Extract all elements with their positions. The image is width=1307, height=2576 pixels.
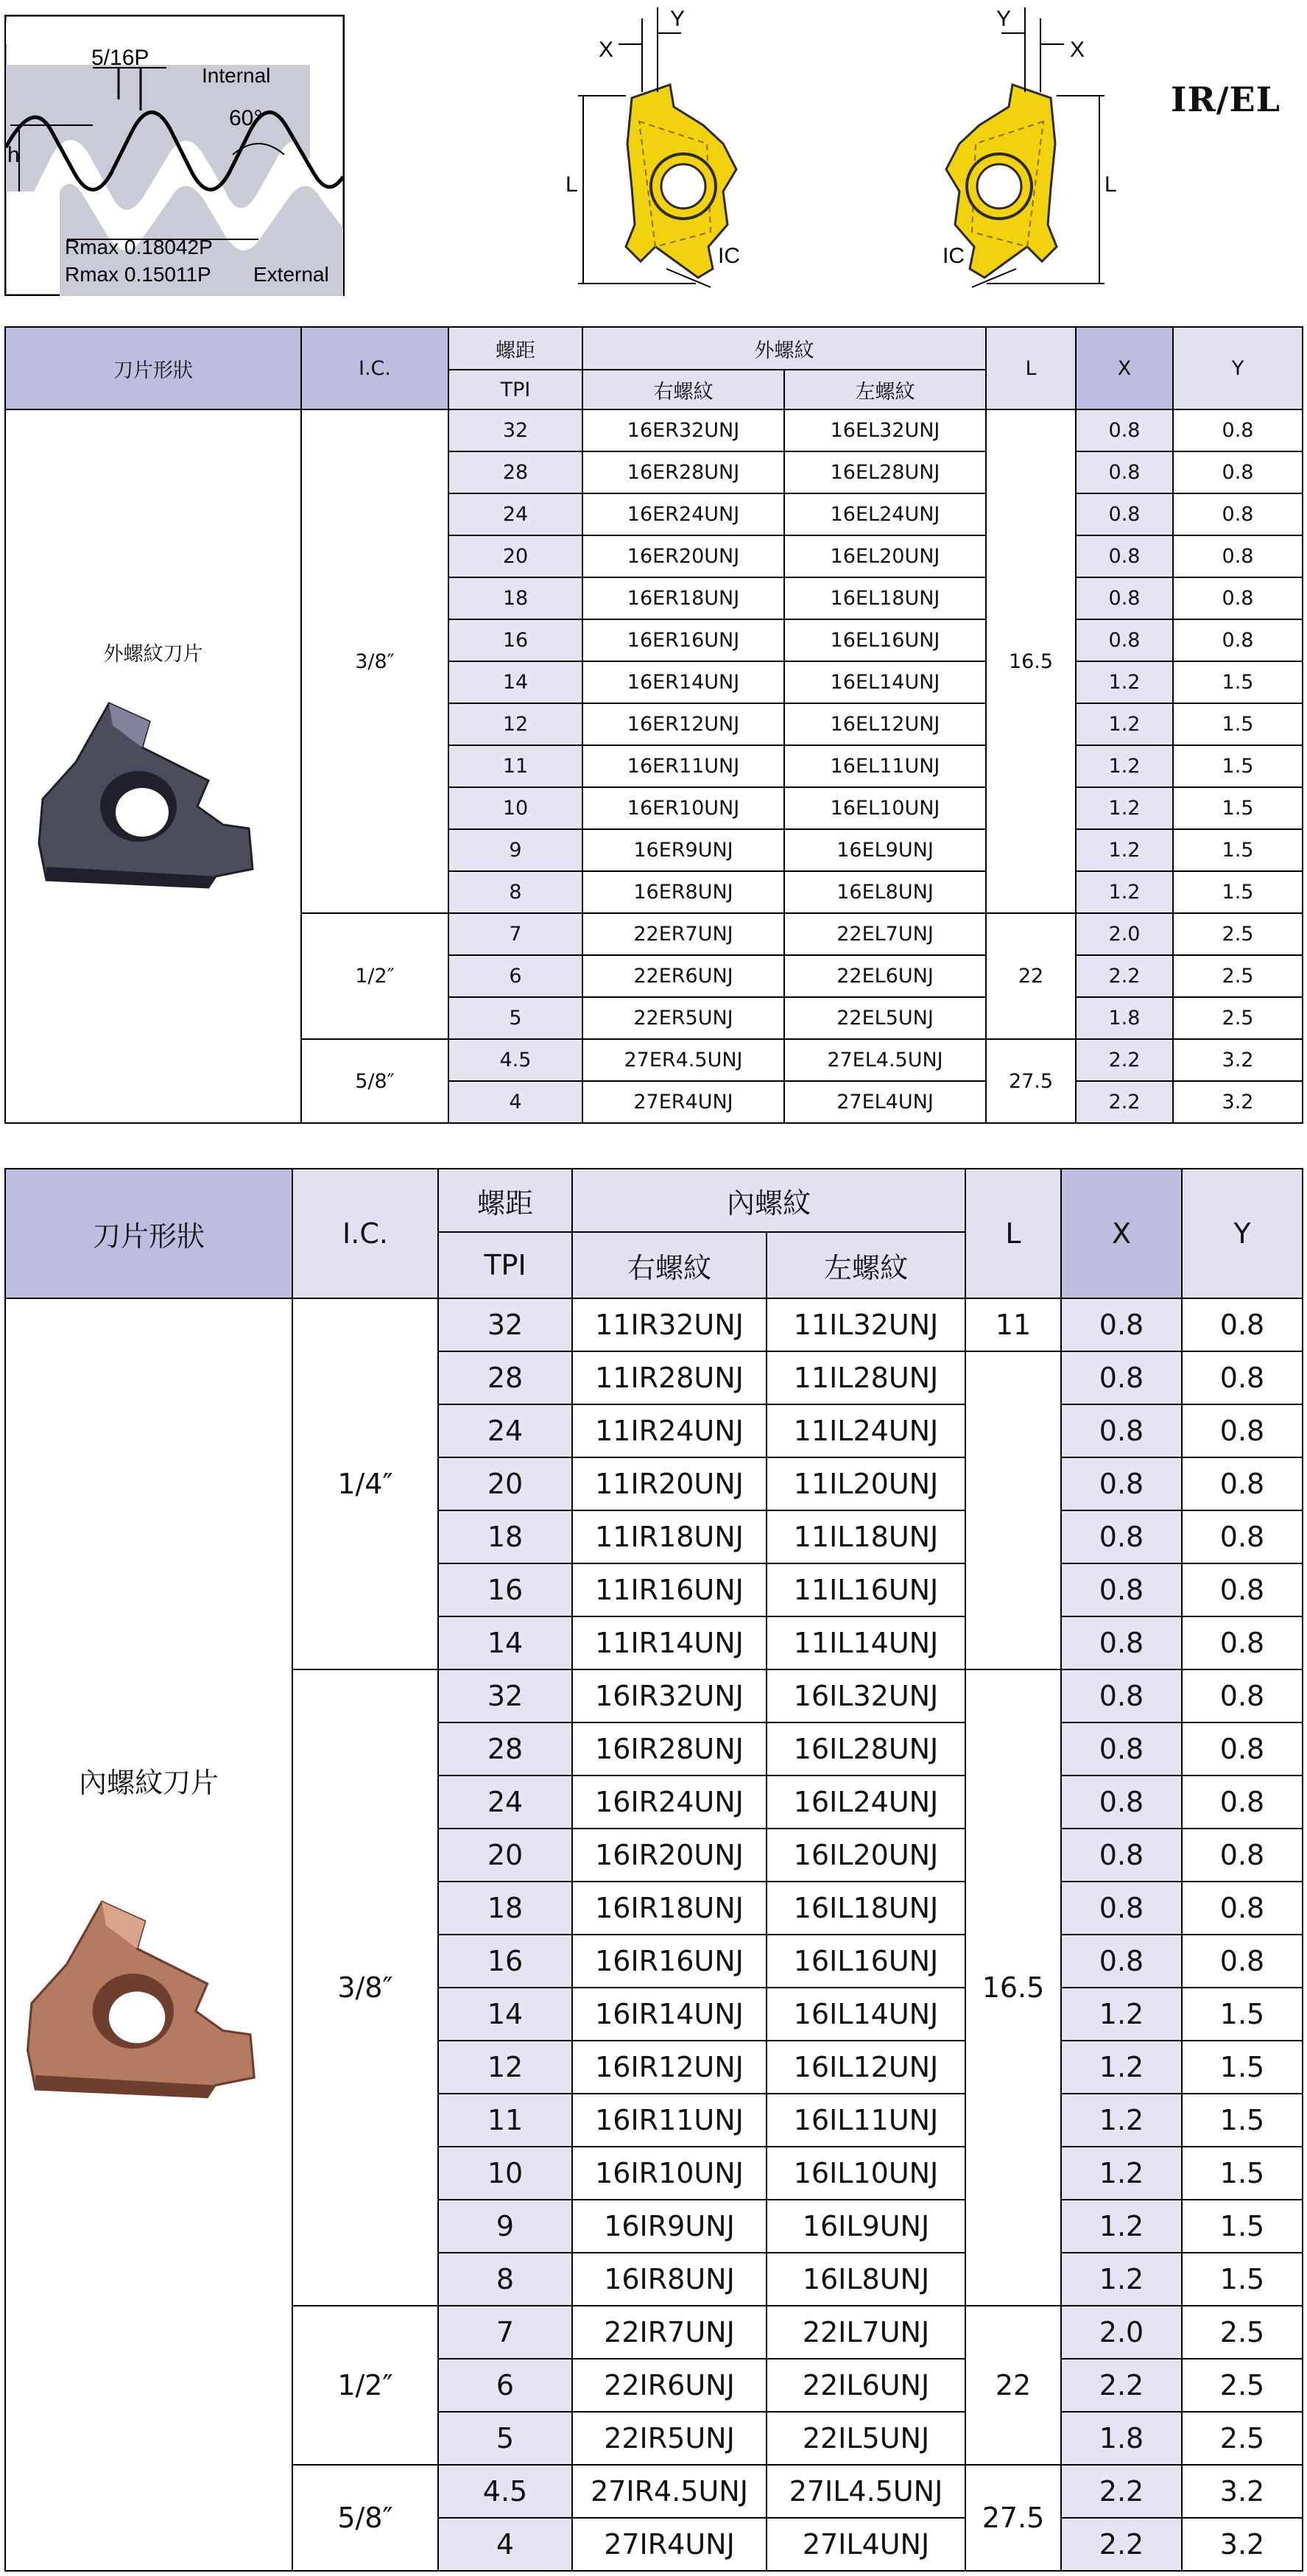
header-left-thread: 左螺紋	[784, 370, 986, 409]
insert-shape-label: 內螺紋刀片	[78, 1766, 219, 1799]
left-thread-code: 16IL14UNJ	[767, 1988, 965, 2041]
left-thread-code: 11IL32UNJ	[767, 1298, 965, 1351]
tpi-cell: 14	[438, 1616, 572, 1669]
left-thread-code: 16EL8UNJ	[784, 871, 986, 913]
left-thread-code: 16EL18UNJ	[784, 577, 986, 619]
left-thread-code: 16IL9UNJ	[767, 2200, 965, 2253]
x-cell: 1.8	[1076, 997, 1173, 1039]
left-thread-code: 16IL10UNJ	[767, 2147, 965, 2200]
tpi-cell: 8	[438, 2253, 572, 2306]
tpi-cell: 5	[448, 997, 582, 1039]
tpi-cell: 16	[448, 619, 582, 661]
x-cell: 2.0	[1076, 913, 1173, 955]
x-cell: 0.8	[1076, 493, 1173, 535]
tpi-cell: 12	[438, 2041, 572, 2094]
header-x: X	[1076, 327, 1173, 409]
x-cell: 2.2	[1061, 2465, 1182, 2518]
l-cell: 16.5	[965, 1669, 1061, 2306]
x-cell: 0.8	[1061, 1616, 1182, 1669]
left-thread-code: 16IL16UNJ	[767, 1935, 965, 1988]
dim-ic-label-left: IC	[943, 244, 965, 268]
x-cell: 1.8	[1061, 2412, 1182, 2465]
left-thread-code: 22IL7UNJ	[767, 2306, 965, 2359]
x-cell: 0.8	[1076, 619, 1173, 661]
right-thread-code: 22IR5UNJ	[572, 2412, 767, 2465]
dim-ic-label: IC	[718, 244, 740, 268]
x-cell: 1.2	[1076, 787, 1173, 829]
right-thread-code: 16ER16UNJ	[582, 619, 784, 661]
insert-shape-cell	[5, 409, 301, 1123]
internal-thread-table	[4, 1168, 1303, 2572]
tpi-cell: 12	[448, 703, 582, 745]
y-cell: 0.8	[1182, 1457, 1303, 1510]
left-thread-code: 16IL28UNJ	[767, 1722, 965, 1776]
tpi-cell: 20	[438, 1457, 572, 1510]
header-shape: 刀片形狀	[5, 327, 301, 409]
tpi-cell: 14	[438, 1988, 572, 2041]
y-cell: 0.8	[1182, 1669, 1303, 1722]
left-thread-code: 16IL12UNJ	[767, 2041, 965, 2094]
header-shape: 刀片形狀	[5, 1169, 292, 1298]
tpi-cell: 4	[448, 1081, 582, 1123]
tpi-cell: 6	[448, 955, 582, 997]
left-thread-code: 27EL4.5UNJ	[784, 1039, 986, 1081]
header-pitch: 螺距	[438, 1169, 572, 1232]
x-cell: 1.2	[1061, 2147, 1182, 2200]
tpi-cell: 18	[438, 1882, 572, 1935]
ic-cell: 1/4″	[292, 1298, 438, 1669]
x-cell: 1.2	[1061, 2094, 1182, 2147]
l-cell: 22	[965, 2306, 1061, 2465]
header-right-thread: 右螺紋	[572, 1232, 767, 1298]
y-cell: 3.2	[1173, 1039, 1303, 1081]
external-thread-table	[4, 326, 1303, 1124]
left-thread-code: 11IL16UNJ	[767, 1563, 965, 1616]
internal-insert-photo	[20, 1889, 278, 2110]
x-cell: 0.8	[1061, 1298, 1182, 1351]
x-cell: 1.2	[1061, 1988, 1182, 2041]
y-cell: 2.5	[1182, 2359, 1303, 2412]
ic-cell: 3/8″	[301, 409, 448, 913]
dim-y-label: Y	[670, 7, 686, 31]
left-thread-code: 22IL5UNJ	[767, 2412, 965, 2465]
l-cell: 22	[986, 913, 1076, 1039]
y-cell: 1.5	[1182, 2253, 1303, 2306]
tpi-cell: 8	[448, 871, 582, 913]
tpi-cell: 20	[448, 535, 582, 577]
right-thread-code: 27ER4UNJ	[582, 1081, 784, 1123]
right-thread-code: 16IR14UNJ	[572, 1988, 767, 2041]
x-cell: 2.2	[1061, 2518, 1182, 2571]
y-cell: 1.5	[1173, 703, 1303, 745]
left-thread-code: 22EL6UNJ	[784, 955, 986, 997]
header-ic: I.C.	[292, 1169, 438, 1298]
x-cell: 2.2	[1061, 2359, 1182, 2412]
y-cell: 1.5	[1182, 2147, 1303, 2200]
y-cell: 0.8	[1182, 1298, 1303, 1351]
y-cell: 1.5	[1173, 745, 1303, 787]
header-y: Y	[1182, 1169, 1303, 1298]
x-cell: 0.8	[1061, 1776, 1182, 1829]
left-thread-code: 16EL24UNJ	[784, 493, 986, 535]
right-thread-code: 16IR12UNJ	[572, 2041, 767, 2094]
left-thread-code: 16EL20UNJ	[784, 535, 986, 577]
right-thread-code: 16ER14UNJ	[582, 661, 784, 703]
right-thread-code: 16ER12UNJ	[582, 703, 784, 745]
header-left-thread: 左螺紋	[767, 1232, 965, 1298]
y-cell: 0.8	[1182, 1510, 1303, 1563]
left-thread-code: 16EL10UNJ	[784, 787, 986, 829]
angle-label: 60°	[229, 106, 263, 130]
left-thread-code: 16IL20UNJ	[767, 1829, 965, 1882]
left-thread-code: 22EL7UNJ	[784, 913, 986, 955]
pitch-label: 5/16P	[91, 46, 149, 70]
x-cell: 1.2	[1061, 2253, 1182, 2306]
right-thread-code: 16IR16UNJ	[572, 1935, 767, 1988]
right-thread-code: 16IR8UNJ	[572, 2253, 767, 2306]
internal-label: Internal	[202, 64, 271, 87]
y-cell: 2.5	[1182, 2306, 1303, 2359]
x-cell: 2.2	[1076, 1081, 1173, 1123]
left-thread-code: 16IL32UNJ	[767, 1669, 965, 1722]
table-row	[5, 1298, 1303, 1351]
x-cell: 0.8	[1061, 1722, 1182, 1776]
x-cell: 2.2	[1076, 955, 1173, 997]
tpi-cell: 16	[438, 1935, 572, 1988]
left-thread-code: 27IL4.5UNJ	[767, 2465, 965, 2518]
x-cell: 0.8	[1076, 535, 1173, 577]
right-thread-code: 22IR6UNJ	[572, 2359, 767, 2412]
l-cell: 27.5	[965, 2465, 1061, 2571]
right-thread-code: 16ER11UNJ	[582, 745, 784, 787]
y-cell: 1.5	[1173, 829, 1303, 871]
right-thread-code: 16IR28UNJ	[572, 1722, 767, 1776]
right-thread-code: 11IR28UNJ	[572, 1351, 767, 1404]
l-cell	[965, 1351, 1061, 1669]
left-thread-code: 16EL9UNJ	[784, 829, 986, 871]
right-thread-code: 16ER32UNJ	[582, 409, 784, 451]
x-cell: 0.8	[1061, 1563, 1182, 1616]
x-cell: 0.8	[1061, 1882, 1182, 1935]
dim-l-label: L	[566, 172, 578, 197]
tpi-cell: 9	[448, 829, 582, 871]
right-thread-code: 16ER9UNJ	[582, 829, 784, 871]
y-cell: 0.8	[1182, 1563, 1303, 1616]
right-thread-code: 22IR7UNJ	[572, 2306, 767, 2359]
tpi-cell: 7	[448, 913, 582, 955]
y-cell: 1.5	[1182, 2094, 1303, 2147]
y-cell: 1.5	[1173, 787, 1303, 829]
tpi-cell: 32	[448, 409, 582, 451]
dim-x-label-left: X	[1070, 38, 1085, 62]
right-thread-code: 16ER10UNJ	[582, 787, 784, 829]
tpi-cell: 32	[438, 1298, 572, 1351]
left-thread-code: 11IL24UNJ	[767, 1404, 965, 1457]
left-thread-code: 11IL28UNJ	[767, 1351, 965, 1404]
rmax-internal-label: Rmax 0.18042P	[65, 236, 213, 258]
y-cell: 3.2	[1182, 2465, 1303, 2518]
left-thread-code: 11IL20UNJ	[767, 1457, 965, 1510]
left-thread-code: 11IL14UNJ	[767, 1616, 965, 1669]
x-cell: 1.2	[1076, 871, 1173, 913]
x-cell: 0.8	[1076, 451, 1173, 493]
tpi-cell: 4.5	[448, 1039, 582, 1081]
header-ic: I.C.	[301, 327, 448, 409]
left-thread-code: 27IL4UNJ	[767, 2518, 965, 2571]
y-cell: 0.8	[1182, 1722, 1303, 1776]
header-tpi: TPI	[438, 1232, 572, 1298]
dim-l-label-left: L	[1105, 172, 1117, 197]
y-cell: 3.2	[1182, 2518, 1303, 2571]
tpi-cell: 28	[448, 451, 582, 493]
left-thread-code: 16EL28UNJ	[784, 451, 986, 493]
tpi-cell: 4.5	[438, 2465, 572, 2518]
right-thread-code: 27IR4.5UNJ	[572, 2465, 767, 2518]
right-thread-code: 16IR24UNJ	[572, 1776, 767, 1829]
tpi-cell: 28	[438, 1722, 572, 1776]
tpi-cell: 14	[448, 661, 582, 703]
right-thread-code: 16ER8UNJ	[582, 871, 784, 913]
tpi-cell: 28	[438, 1351, 572, 1404]
tpi-cell: 10	[448, 787, 582, 829]
x-cell: 2.0	[1061, 2306, 1182, 2359]
thread-profile-diagram	[4, 15, 345, 296]
tpi-cell: 20	[438, 1829, 572, 1882]
tpi-cell: 10	[438, 2147, 572, 2200]
y-cell: 2.5	[1173, 955, 1303, 997]
insert-shape-cell	[5, 1298, 292, 2571]
tpi-cell: 24	[448, 493, 582, 535]
tpi-cell: 24	[438, 1404, 572, 1457]
x-cell: 0.8	[1061, 1669, 1182, 1722]
header-l: L	[965, 1169, 1061, 1298]
y-cell: 2.5	[1173, 997, 1303, 1039]
tpi-cell: 32	[438, 1669, 572, 1722]
x-cell: 1.2	[1076, 661, 1173, 703]
header-tpi: TPI	[448, 370, 582, 409]
dim-x-label: X	[599, 38, 614, 62]
x-cell: 1.2	[1076, 745, 1173, 787]
y-cell: 0.8	[1173, 619, 1303, 661]
tpi-cell: 16	[438, 1563, 572, 1616]
left-thread-code: 16EL12UNJ	[784, 703, 986, 745]
ic-cell: 5/8″	[292, 2465, 438, 2571]
x-cell: 0.8	[1061, 1935, 1182, 1988]
header-pitch: 螺距	[448, 327, 582, 370]
right-thread-code: 11IR20UNJ	[572, 1457, 767, 1510]
y-cell: 1.5	[1173, 871, 1303, 913]
left-thread-code: 16IL8UNJ	[767, 2253, 965, 2306]
header-thread: 外螺紋	[582, 327, 986, 370]
header-l: L	[986, 327, 1076, 409]
tpi-cell: 6	[438, 2359, 572, 2412]
x-cell: 1.2	[1061, 2200, 1182, 2253]
right-thread-code: 22ER5UNJ	[582, 997, 784, 1039]
l-cell: 27.5	[986, 1039, 1076, 1123]
tpi-cell: 4	[438, 2518, 572, 2571]
l-cell: 16.5	[986, 409, 1076, 913]
x-cell: 0.8	[1061, 1404, 1182, 1457]
y-cell: 1.5	[1182, 2041, 1303, 2094]
header-thread: 內螺紋	[572, 1169, 965, 1232]
right-thread-code: 16ER18UNJ	[582, 577, 784, 619]
left-thread-code: 16IL18UNJ	[767, 1882, 965, 1935]
right-thread-code: 11IR14UNJ	[572, 1616, 767, 1669]
y-cell: 1.5	[1182, 2200, 1303, 2253]
ic-cell: 3/8″	[292, 1669, 438, 2306]
y-cell: 3.2	[1173, 1081, 1303, 1123]
right-thread-code: 16IR10UNJ	[572, 2147, 767, 2200]
internal-table-body	[5, 1298, 1303, 2571]
right-thread-code: 11IR18UNJ	[572, 1510, 767, 1563]
h-label: h	[7, 143, 20, 167]
y-cell: 0.8	[1182, 1935, 1303, 1988]
tpi-cell: 11	[438, 2094, 572, 2147]
external-label: External	[253, 263, 329, 286]
x-cell: 1.2	[1076, 829, 1173, 871]
right-thread-code: 27ER4.5UNJ	[582, 1039, 784, 1081]
right-thread-code: 16ER28UNJ	[582, 451, 784, 493]
tpi-cell: 7	[438, 2306, 572, 2359]
left-thread-code: 16EL11UNJ	[784, 745, 986, 787]
right-thread-code: 22ER7UNJ	[582, 913, 784, 955]
left-thread-code: 22EL5UNJ	[784, 997, 986, 1039]
right-thread-code: 16ER24UNJ	[582, 493, 784, 535]
left-thread-code: 16EL16UNJ	[784, 619, 986, 661]
external-insert-photo	[32, 696, 275, 895]
tpi-cell: 9	[438, 2200, 572, 2253]
insert-dimension-diagram-left	[880, 4, 1130, 298]
insert-dimension-diagram-right	[552, 4, 803, 298]
y-cell: 0.8	[1182, 1351, 1303, 1404]
x-cell: 0.8	[1061, 1510, 1182, 1563]
y-cell: 0.8	[1173, 493, 1303, 535]
y-cell: 1.5	[1173, 661, 1303, 703]
x-cell: 0.8	[1061, 1457, 1182, 1510]
right-thread-code: 16IR11UNJ	[572, 2094, 767, 2147]
right-thread-code: 27IR4UNJ	[572, 2518, 767, 2571]
l-cell: 11	[965, 1298, 1061, 1351]
x-cell: 1.2	[1061, 2041, 1182, 2094]
left-thread-code: 22IL6UNJ	[767, 2359, 965, 2412]
dim-y-label-left: Y	[996, 7, 1012, 31]
x-cell: 1.2	[1076, 703, 1173, 745]
right-thread-code: 16ER20UNJ	[582, 535, 784, 577]
series-title: IR/EL	[1171, 80, 1280, 119]
x-cell: 0.8	[1076, 577, 1173, 619]
y-cell: 0.8	[1173, 535, 1303, 577]
tpi-cell: 18	[448, 577, 582, 619]
y-cell: 2.5	[1173, 913, 1303, 955]
left-thread-code: 11IL18UNJ	[767, 1510, 965, 1563]
left-thread-code: 27EL4UNJ	[784, 1081, 986, 1123]
left-thread-code: 16IL24UNJ	[767, 1776, 965, 1829]
y-cell: 0.8	[1173, 577, 1303, 619]
ic-cell: 1/2″	[292, 2306, 438, 2465]
ic-cell: 1/2″	[301, 913, 448, 1039]
y-cell: 2.5	[1182, 2412, 1303, 2465]
x-cell: 2.2	[1076, 1039, 1173, 1081]
right-thread-code: 16IR32UNJ	[572, 1669, 767, 1722]
x-cell: 0.8	[1076, 409, 1173, 451]
y-cell: 0.8	[1182, 1829, 1303, 1882]
right-thread-code: 16IR20UNJ	[572, 1829, 767, 1882]
rmax-external-label: Rmax 0.15011P	[65, 263, 211, 286]
header-x: X	[1061, 1169, 1182, 1298]
left-thread-code: 16EL32UNJ	[784, 409, 986, 451]
x-cell: 0.8	[1061, 1351, 1182, 1404]
header-y: Y	[1173, 327, 1303, 409]
table-row	[5, 409, 1303, 451]
y-cell: 0.8	[1173, 409, 1303, 451]
left-thread-code: 16IL11UNJ	[767, 2094, 965, 2147]
right-thread-code: 22ER6UNJ	[582, 955, 784, 997]
tpi-cell: 24	[438, 1776, 572, 1829]
ic-cell: 5/8″	[301, 1039, 448, 1123]
x-cell: 0.8	[1061, 1829, 1182, 1882]
header-right-thread: 右螺紋	[582, 370, 784, 409]
y-cell: 0.8	[1182, 1616, 1303, 1669]
external-table-body	[5, 409, 1303, 1123]
right-thread-code: 11IR24UNJ	[572, 1404, 767, 1457]
right-thread-code: 11IR32UNJ	[572, 1298, 767, 1351]
right-thread-code: 11IR16UNJ	[572, 1563, 767, 1616]
tpi-cell: 5	[438, 2412, 572, 2465]
right-thread-code: 16IR9UNJ	[572, 2200, 767, 2253]
y-cell: 0.8	[1182, 1882, 1303, 1935]
y-cell: 0.8	[1182, 1776, 1303, 1829]
left-thread-code: 16EL14UNJ	[784, 661, 986, 703]
insert-shape-label: 外螺紋刀片	[103, 643, 203, 666]
y-cell: 1.5	[1182, 1988, 1303, 2041]
right-thread-code: 16IR18UNJ	[572, 1882, 767, 1935]
y-cell: 0.8	[1182, 1404, 1303, 1457]
y-cell: 0.8	[1173, 451, 1303, 493]
tpi-cell: 11	[448, 745, 582, 787]
tpi-cell: 18	[438, 1510, 572, 1563]
